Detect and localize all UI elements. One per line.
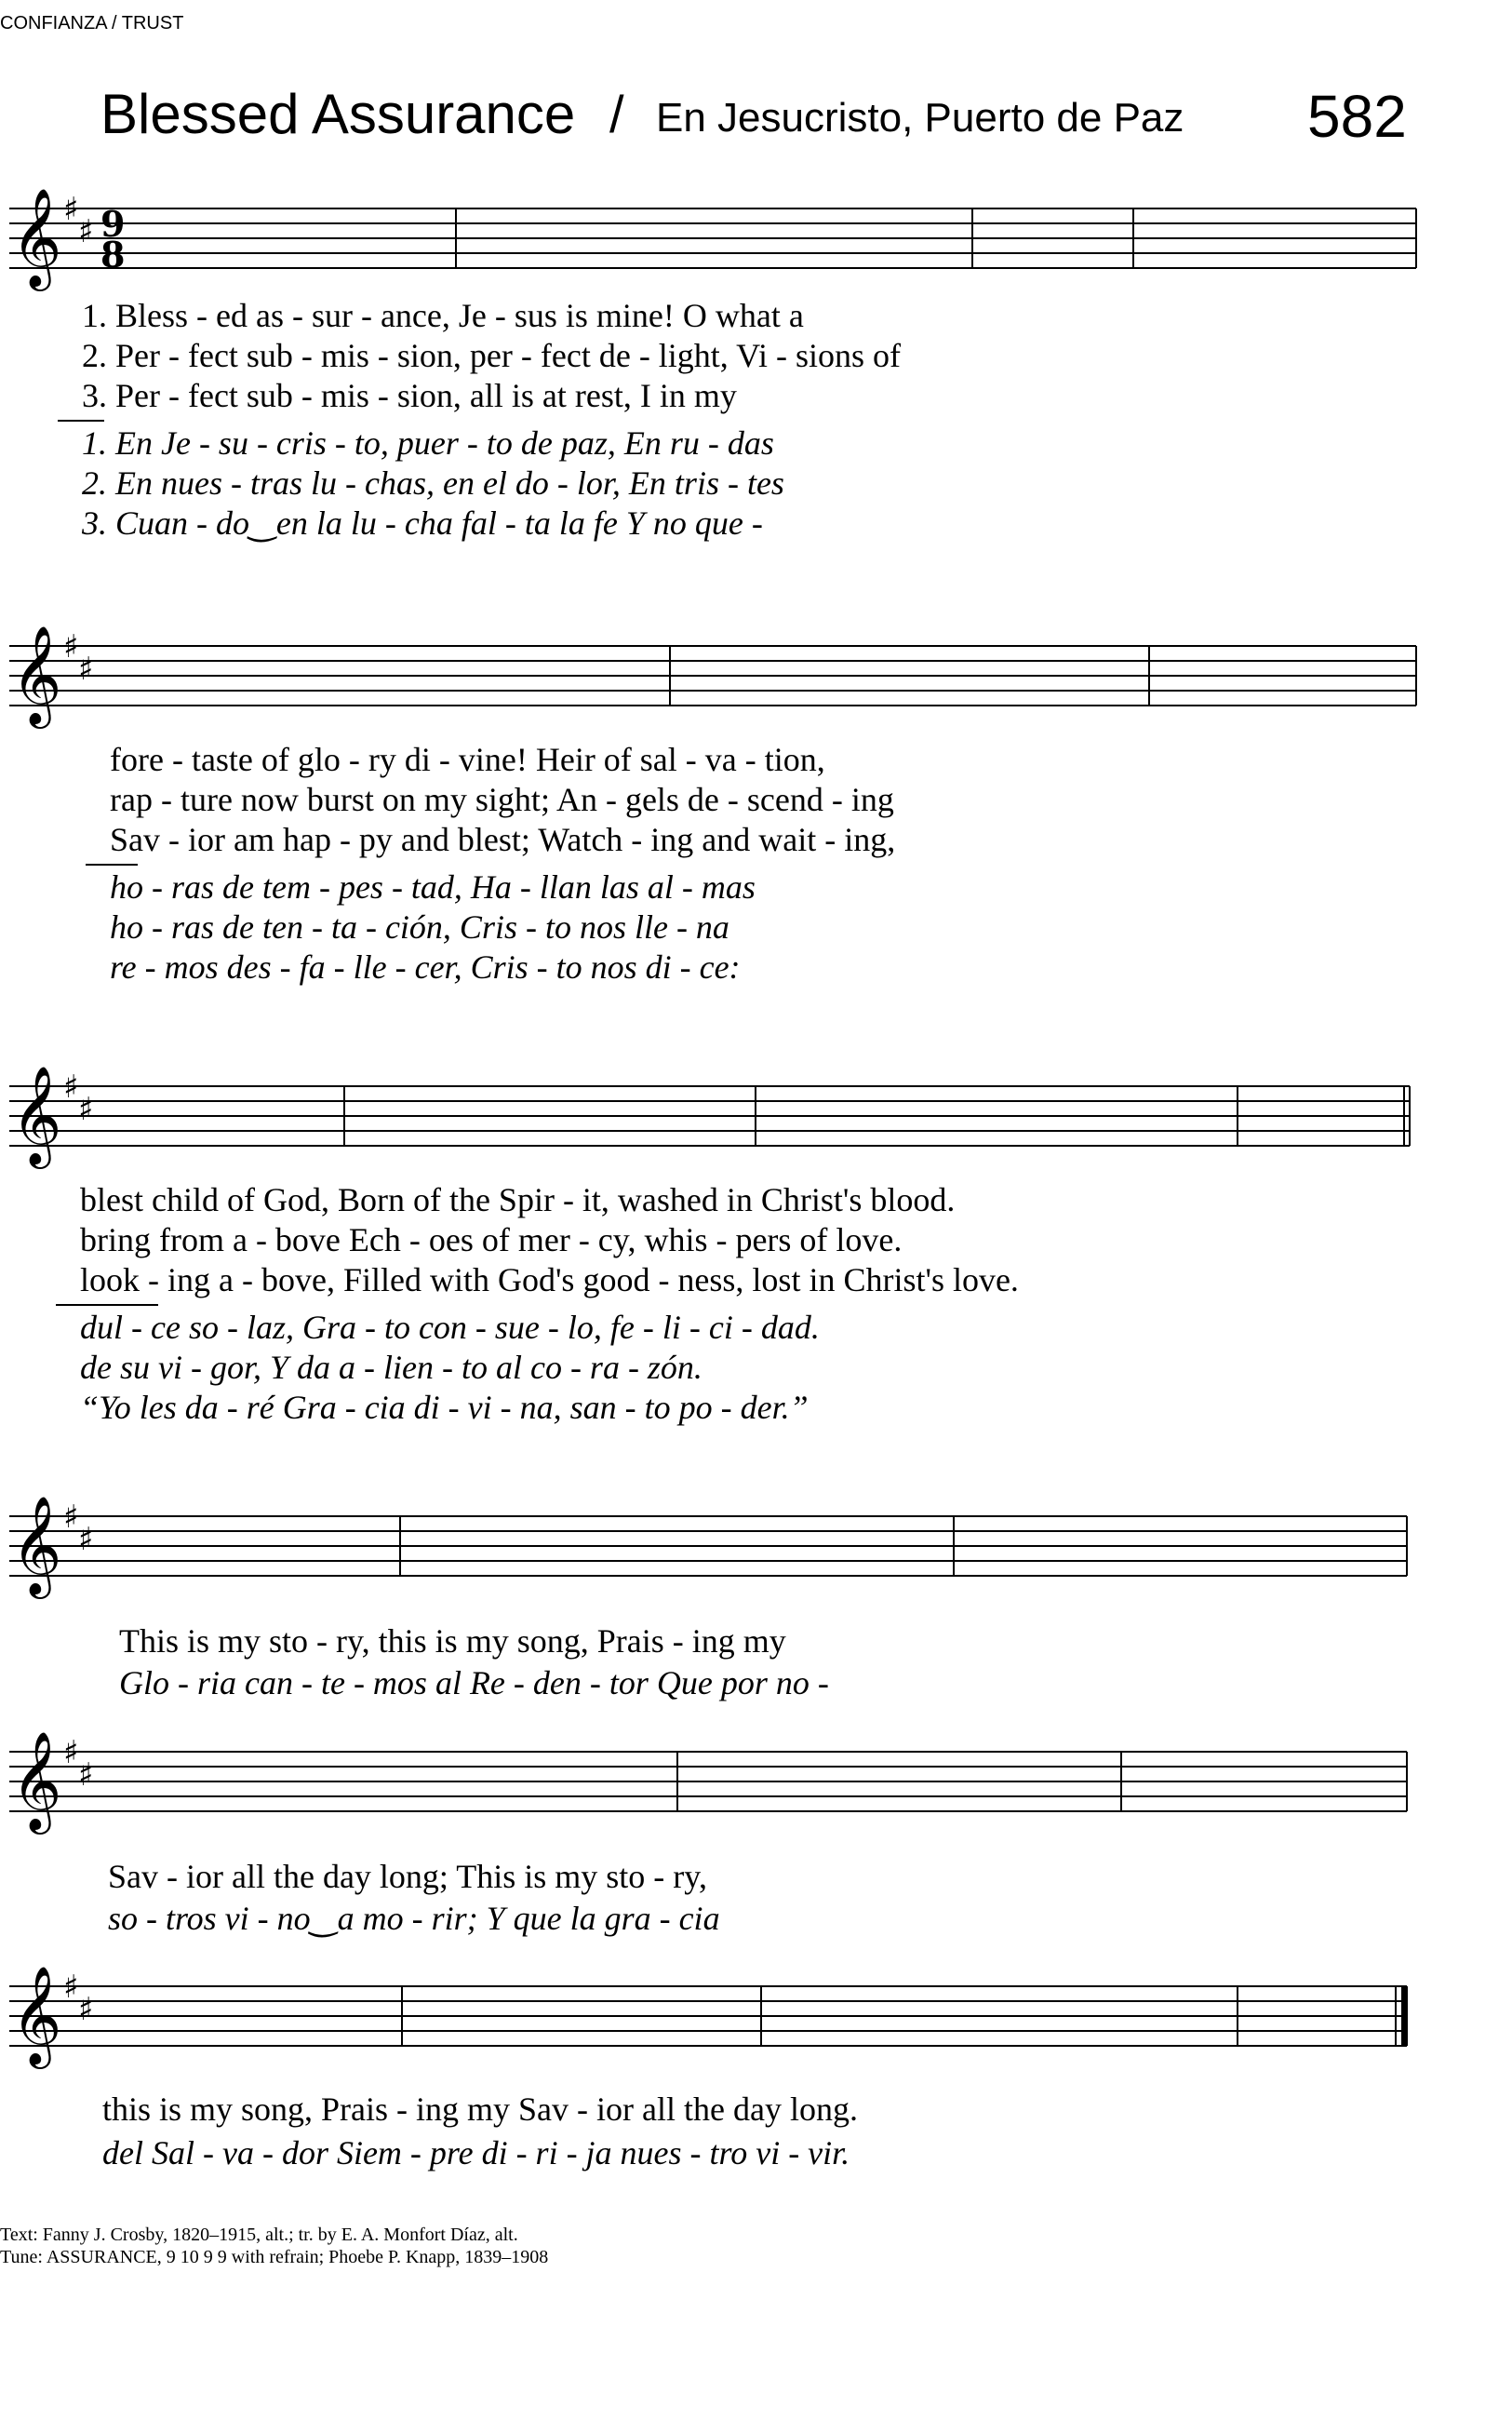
lyric-verse-2-es: 2. En nues - tras lu - chas, en el do - lor, En tris - tes [82,464,784,502]
treble-clef-icon: 𝄞 [11,1065,62,1164]
sharp-icon: ♯ [78,1991,94,2028]
time-signature-bottom: 8 [100,234,126,276]
sharp-icon: ♯ [63,1499,79,1536]
treble-clef-icon: 𝄞 [11,1730,62,1830]
lyric-refrain-en: Sav - ior all the day long; This is my sto - ry, [108,1858,707,1895]
lyric-verse-2-es: de su vi - gor, Y da a - lien - to al co - ra - zón. [80,1349,702,1386]
hymn-number: 582 [1307,83,1407,150]
lyric-verse-3-en: 3. Per - fect sub - mis - sion, all is at rest, I in my [82,377,737,414]
lyric-verse-1-en: fore - taste of glo - ry di - vine! Heir of sal - va - tion, [110,741,825,778]
final-bar-thick [1401,1986,1408,2046]
sharp-icon: ♯ [63,1069,79,1106]
lyric-verse-1-es: ho - ras de tem - pes - tad, Ha - llan las al - mas [110,868,756,906]
sharp-icon: ♯ [63,628,79,666]
sharp-icon: ♯ [78,1756,94,1794]
lyric-refrain-es: Glo - ria can - te - mos al Re - den - tor Que por no - [119,1664,829,1701]
lyric-verse-3-es: re - mos des - fa - lle - cer, Cris - to nos di - ce: [110,948,741,986]
music-staff-system-2 [0,624,1512,745]
hymn-title-spanish: En Jesucristo, Puerto de Paz [656,95,1184,141]
sharp-icon: ♯ [78,1521,94,1558]
lyric-verse-2-es: ho - ras de ten - ta - ción, Cris - to nos lle - na [110,908,729,946]
lyric-verse-2-en: rap - ture now burst on my sight; An - gels de - scend - ing [110,781,894,818]
lyric-refrain-en: this is my song, Prais - ing my Sav - ior all the day long. [102,2091,858,2128]
lyric-verse-3-en: Sav - ior am hap - py and blest; Watch - ing and wait - ing, [110,821,896,858]
language-divider [56,1304,158,1306]
lyric-refrain-es: so - tros vi - no‿a mo - rir; Y que la gra - cia [108,1900,720,1937]
lyric-verse-3-es: 3. Cuan - do‿en la lu - cha fal - ta la fe Y no que - [82,504,763,542]
lyric-verse-1-es: dul - ce so - laz, Gra - to con - sue - lo, fe - li - ci - dad. [80,1309,820,1346]
lyric-verse-3-es: “Yo les da - ré Gra - cia di - vi - na, san - to po - der.” [80,1389,809,1426]
sharp-icon: ♯ [63,191,79,228]
lyric-verse-1-es: 1. En Je - su - cris - to, puer - to de paz, En ru - das [82,424,774,462]
lyric-verse-2-en: bring from a - bove Ech - oes of mer - cy, whis - pers of love. [80,1221,903,1258]
sharp-icon: ♯ [78,213,94,250]
hymn-title-english: Blessed Assurance [100,83,576,145]
lyric-refrain-es: del Sal - va - dor Siem - pre di - ri - ja nues - tro vi - vir. [102,2134,850,2171]
treble-clef-icon: 𝄞 [11,187,62,287]
music-staff-system-3 [0,1064,1512,1185]
lyric-verse-3-en: look - ing a - bove, Filled with God's good - ness, lost in Christ's love. [80,1261,1019,1298]
lyric-refrain-en: This is my sto - ry, this is my song, Prais - ing my [119,1622,786,1660]
title-separator: / [609,85,624,143]
music-staff-system-1 [0,186,1512,307]
treble-clef-icon: 𝄞 [11,625,62,724]
sharp-icon: ♯ [63,1734,79,1771]
treble-clef-icon: 𝄞 [11,1495,62,1594]
music-staff-system-5 [0,1729,1512,1850]
sharp-icon: ♯ [63,1969,79,2006]
music-staff-system-4 [0,1494,1512,1615]
sharp-icon: ♯ [78,1091,94,1128]
sharp-icon: ♯ [78,651,94,688]
lyric-verse-1-en: 1. Bless - ed as - sur - ance, Je - sus is mine! O what a [82,297,804,334]
tune-credit: Tune: ASSURANCE, 9 10 9 9 with refrain; Phoebe P. Knapp, 1839–1908 [0,2247,549,2267]
section-label: CONFIANZA / TRUST [0,13,184,34]
time-signature-top: 9 [100,203,126,245]
music-staff-system-6 [0,1964,1512,2085]
text-credit: Text: Fanny J. Crosby, 1820–1915, alt.; tr. by E. A. Monfort Díaz, alt. [0,2225,518,2245]
treble-clef-icon: 𝄞 [11,1965,62,2064]
lyric-verse-2-en: 2. Per - fect sub - mis - sion, per - fect de - light, Vi - sions of [82,337,901,374]
language-divider [58,420,104,422]
lyric-verse-1-en: blest child of God, Born of the Spir - it, washed in Christ's blood. [80,1181,956,1218]
language-divider [86,864,138,866]
